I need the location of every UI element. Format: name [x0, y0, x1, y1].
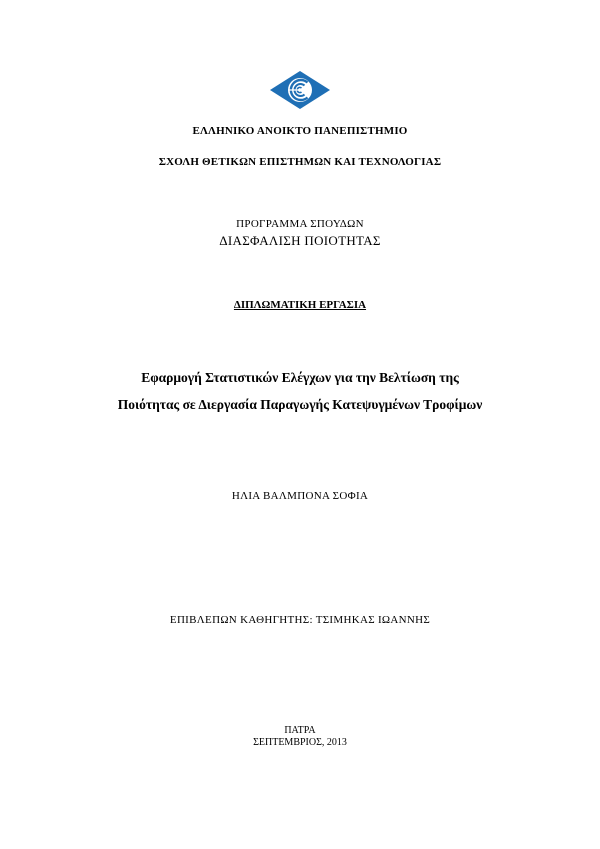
date: ΣΕΠΤΕΜΒΡΙΟΣ, 2013: [253, 737, 347, 748]
university-logo-icon: [269, 70, 331, 110]
program-name: ΔΙΑΣΦΑΛΙΣΗ ΠΟΙΟΤΗΤΑΣ: [219, 233, 381, 248]
city: ΠΑΤΡΑ: [284, 725, 316, 736]
supervisor-line: ΕΠΙΒΛΕΠΩΝ ΚΑΘΗΓΗΤΗΣ: ΤΣΙΜΗΚΑΣ ΙΩΑΝΝΗΣ: [169, 614, 431, 626]
program-label: ΠΡΟΓΡΑΜΜΑ ΣΠΟΥΔΩΝ: [236, 218, 364, 230]
school-name: ΣΧΟΛΗ ΘΕΤΙΚΩΝ ΕΠΙΣΤΗΜΩΝ ΚΑΙ ΤΕΧΝΟΛΟΓΙΑΣ: [158, 156, 442, 168]
university-name: ΕΛΛΗΝΙΚΟ ΑΝΟΙΚΤΟ ΠΑΝΕΠΙΣΤΗΜΙΟ: [192, 125, 408, 137]
author-name: ΗΛΙΑ ΒΑΛΜΠΟΝΑ ΣΟΦΙΑ: [231, 490, 369, 502]
thesis-title-line-2: Ποιότητας σε Διεργασία Παραγωγής Κατεψυγμένων Τροφίμων: [117, 397, 483, 412]
thesis-type-heading: ΔΙΠΛΩΜΑΤΙΚΗ ΕΡΓΑΣΙΑ: [233, 299, 367, 311]
thesis-title-line-1: Εφαρμογή Στατιστικών Ελέγχων για την Βελτίωση της: [141, 370, 459, 385]
